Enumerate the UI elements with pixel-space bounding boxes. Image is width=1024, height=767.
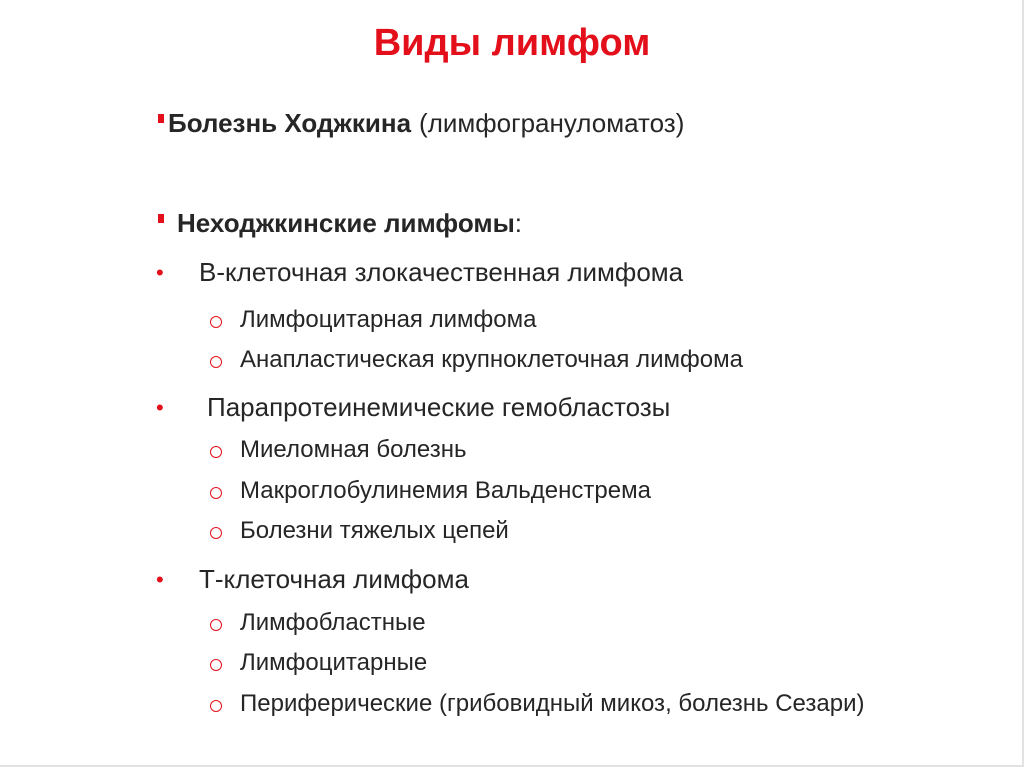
list-item-text: Болезни тяжелых цепей [240, 517, 509, 544]
circle-bullet-icon [210, 619, 222, 631]
bullet-dot-icon: • [156, 259, 164, 285]
list-item [210, 346, 743, 374]
bullet-dot-icon: • [156, 566, 164, 592]
list-item-text: Анапластическая крупноклеточная лимфома [240, 346, 743, 373]
nonhodgkin-line [158, 208, 522, 239]
circle-bullet-icon [210, 527, 222, 539]
nonhodgkin-bold: Неходжкинские лимфомы [177, 208, 515, 238]
hodgkin-line [158, 108, 684, 139]
group-label: Т-клеточная лимфома [199, 564, 469, 594]
list-item-text: Лимфоцитарные [240, 649, 428, 676]
circle-bullet-icon [210, 316, 222, 328]
circle-bullet-icon [210, 356, 222, 368]
square-bullet-icon [158, 214, 164, 223]
list-item [210, 649, 427, 677]
list-item [210, 477, 651, 505]
list-item-text: Периферические (грибовидный микоз, болезнь Сезари) [240, 690, 865, 717]
list-item-text: Миеломная болезнь [240, 436, 467, 463]
bullet-dot-icon: • [156, 394, 164, 420]
list-item-text: Лимфобластные [240, 609, 426, 636]
nonhodgkin-colon: : [514, 208, 523, 238]
group-t-cell [156, 564, 469, 595]
list-item [210, 609, 426, 637]
circle-bullet-icon [210, 700, 222, 712]
list-item [210, 517, 509, 545]
hodgkin-normal: (лимфогрануломатоз) [419, 108, 685, 138]
list-item [210, 436, 467, 464]
circle-bullet-icon [210, 446, 222, 458]
group-paraprotein [156, 392, 670, 423]
group-b-cell [156, 257, 683, 288]
group-label: Парапротеинемические гемобластозы [207, 392, 671, 422]
circle-bullet-icon [210, 659, 222, 671]
slide-title: Виды лимфом [373, 22, 651, 64]
hodgkin-bold: Болезнь Ходжкина [168, 108, 412, 138]
list-item [210, 306, 536, 334]
group-label: В-клеточная злокачественная лимфома [199, 257, 684, 287]
list-item [210, 690, 864, 718]
list-item-text: Лимфоцитарная лимфома [240, 306, 537, 333]
square-bullet-icon [158, 114, 164, 123]
circle-bullet-icon [210, 487, 222, 499]
list-item-text: Макроглобулинемия Вальденстрема [240, 477, 651, 504]
